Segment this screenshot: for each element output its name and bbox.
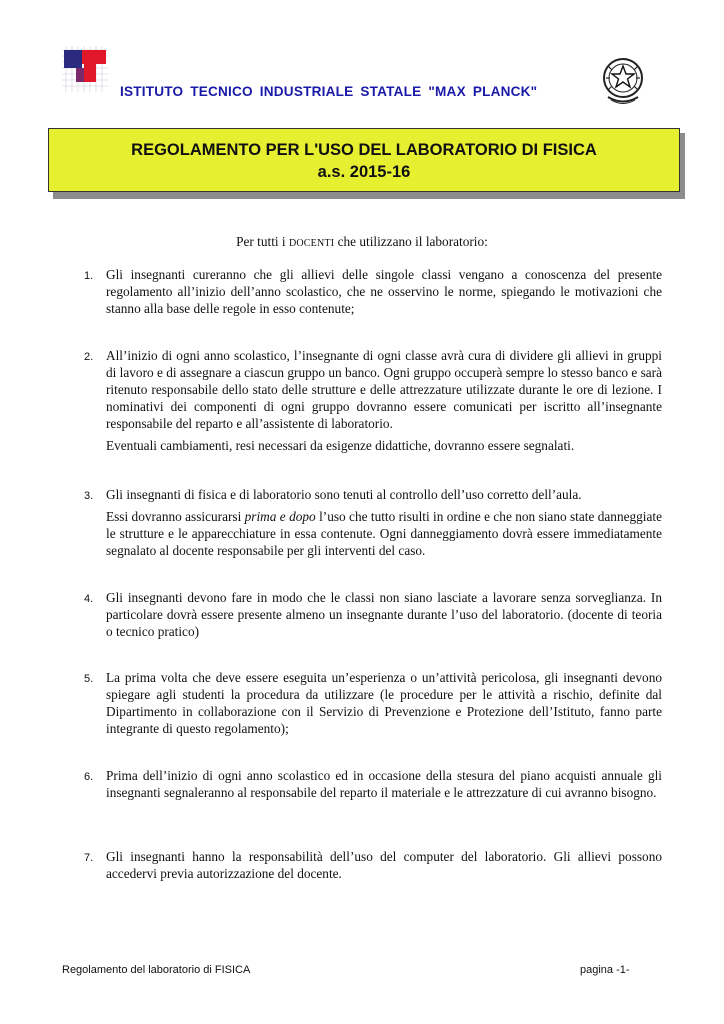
item-text: Gli insegnanti di fisica e di laboratorio sono tenuti al controllo dell’uso corretto dell’aula. [106, 487, 582, 502]
page-number: pagina -1- [580, 964, 630, 976]
list-item-3 [84, 486, 662, 559]
intro-keyword: DOCENTI [288, 238, 335, 249]
item-number: 5. [84, 673, 94, 685]
item-text-2-before: Essi dovranno assicurarsi [106, 509, 245, 524]
item-number: 1. [84, 270, 94, 282]
item-number: 2. [84, 351, 94, 363]
school-name: ISTITUTO TECNICO INDUSTRIALE STATALE "MAX PLANCK" [120, 84, 538, 99]
intro-after: che utilizzano il laboratorio: [334, 234, 488, 249]
item-text-2-after: l’uso che tutto risulti in ordine e che non siano state danneggiate le strutture e le apparecchiature in essa contenute. Ogni danneggiamento dovrà essere immediatamente segnalato al docente responsabile per gli interventi del caso. [106, 509, 662, 558]
item-number: 3. [84, 490, 94, 502]
item-number: 7. [84, 852, 94, 864]
item-text: La prima volta che deve essere eseguita un’esperienza o un’attività pericolosa, gli insegnanti devono spiegare agli studenti la procedura da utilizzare (le procedure per le attività a rischio, definite dal Dipartimento in collaborazione con il Servizio di Prevenzione e Protezione dell’Istituto, fanno parte integrante di questo regolamento); [106, 670, 662, 736]
title-school-year: a.s. 2015-16 [317, 163, 411, 181]
list-item-5 [84, 669, 662, 737]
item-text: All’inizio di ogni anno scolastico, l’insegnante di ogni classe avrà cura di dividere gli allievi in gruppi di lavoro e di assegnare a ciascun gruppo un banco. Ogni gruppo occuperà sempre lo stesso banco e sarà ritenuto responsabile dello stato delle strutture e delle attrezzature utilizzate durante le ore di lezione. I nominativi dei componenti di ogni gruppo dovranno essere comunicati per iscritto all’insegnante responsabile del reparto e all’assistente di laboratorio. [106, 348, 662, 431]
item-text: Gli insegnanti hanno la responsabilità dell’uso del computer del laboratorio. Gli allievi possono accedervi previa autorizzazione del docente. [106, 849, 662, 881]
title-line1: REGOLAMENTO PER L'USO DEL LABORATORIO DI FISICA [131, 141, 597, 159]
item-number: 4. [84, 593, 94, 605]
intro-before: Per tutti i [236, 234, 289, 249]
item-number: 6. [84, 771, 94, 783]
school-logo [62, 46, 108, 92]
item-text: Eventuali cambiamenti, resi necessari da esigenze didattiche, dovranno essere segnalati. [106, 438, 575, 453]
list-item-6 [84, 767, 662, 801]
document-title [48, 128, 680, 192]
item-text: Gli insegnanti devono fare in modo che le classi non siano lasciate a lavorare senza sorveglianza. In particolare dovrà essere presente almeno un insegnante durante l’uso del laboratorio. (docente di teoria o tecnico pratico) [106, 590, 662, 639]
item-text-2 [106, 508, 662, 559]
footer-title: Regolamento del laboratorio di FISICA [62, 964, 251, 976]
list-item-1 [84, 266, 662, 317]
list-item-7 [84, 848, 662, 882]
item-text-2-emphasis: prima e dopo [244, 509, 316, 524]
republic-emblem [598, 52, 648, 108]
item-text: Gli insegnanti cureranno che gli allievi delle singole classi vengano a conoscenza del presente regolamento all’inizio dell’anno scolastico, che ne osservino le norme, spiegando le motivazioni che stanno alla base delle regole in esso contenute; [106, 267, 662, 316]
item-text: Prima dell’inizio di ogni anno scolastico ed in occasione della stesura del piano acquisti annuale gli insegnanti segnaleranno al responsabile del reparto il materiale e le attrezzature di cui avranno bisogno. [106, 768, 662, 800]
list-item-4 [84, 589, 662, 640]
intro-line [0, 234, 724, 250]
list-item-2 [84, 347, 662, 454]
